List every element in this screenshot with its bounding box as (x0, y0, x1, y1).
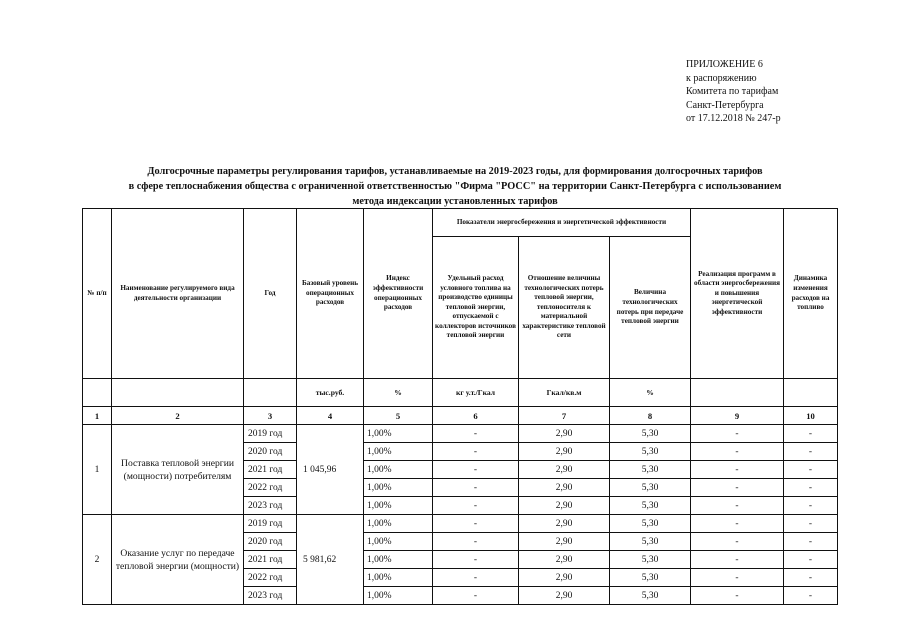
year-cell: 2023 год (244, 497, 297, 515)
year-cell: 2022 год (244, 569, 297, 587)
year-cell: 2020 год (244, 533, 297, 551)
unit-cell: кг у.т./Гкал (433, 379, 519, 407)
unit-cell: тыс.руб. (297, 379, 364, 407)
dynamics-cell: - (784, 587, 838, 605)
program-cell: - (691, 533, 784, 551)
column-number: 7 (519, 407, 610, 425)
losses-cell: 5,30 (610, 533, 691, 551)
program-cell: - (691, 515, 784, 533)
header-programs: Реализация программ в области энергосбережения и повышения энергетической эффективности (691, 209, 784, 379)
ratio-cell: 2,90 (519, 443, 610, 461)
ratio-cell: 2,90 (519, 551, 610, 569)
index-cell: 1,00% (364, 443, 433, 461)
year-cell: 2023 год (244, 587, 297, 605)
program-cell: - (691, 497, 784, 515)
dynamics-cell: - (784, 569, 838, 587)
dynamics-cell: - (784, 461, 838, 479)
ratio-cell: 2,90 (519, 461, 610, 479)
fuel-cell: - (433, 497, 519, 515)
row-number: 1 (83, 425, 112, 515)
appendix-line: ПРИЛОЖЕНИЕ 6 (686, 59, 763, 70)
appendix-line: к распоряжению (686, 72, 757, 84)
ratio-cell: 2,90 (519, 425, 610, 443)
losses-cell: 5,30 (610, 425, 691, 443)
header-activity: Наименование регулируемого вида деятельности организации (112, 209, 244, 379)
unit-cell: Гкал/кв.м (519, 379, 610, 407)
index-cell: 1,00% (364, 569, 433, 587)
losses-cell: 5,30 (610, 587, 691, 605)
losses-cell: 5,30 (610, 461, 691, 479)
losses-cell: 5,30 (610, 551, 691, 569)
header-energy-group: Показатели энергосбережения и энергетической эффективности (433, 209, 691, 237)
title-line: метода индексации установленных тарифов (352, 196, 558, 207)
program-cell: - (691, 425, 784, 443)
unit-cell: % (364, 379, 433, 407)
column-number: 9 (691, 407, 784, 425)
year-cell: 2022 год (244, 479, 297, 497)
program-cell: - (691, 461, 784, 479)
ratio-cell: 2,90 (519, 515, 610, 533)
parameters-table (82, 208, 838, 605)
index-cell: 1,00% (364, 497, 433, 515)
table-body (83, 425, 838, 605)
dynamics-cell: - (784, 497, 838, 515)
year-cell: 2020 год (244, 443, 297, 461)
index-cell: 1,00% (364, 479, 433, 497)
program-cell: - (691, 443, 784, 461)
index-cell: 1,00% (364, 425, 433, 443)
dynamics-cell: - (784, 443, 838, 461)
appendix-line: от 17.12.2018 № 247-р (686, 113, 781, 125)
losses-cell: 5,30 (610, 515, 691, 533)
table-header (83, 209, 838, 425)
header-num: № п/п (83, 209, 112, 379)
column-number: 8 (610, 407, 691, 425)
header-efficiency-index: Индекс эффективности операционных расходов (364, 209, 433, 379)
title-line: в сфере теплоснабжения общества с ограниченной ответственностью "Фирма "РОСС" на территории Санкт-Петербурга с использованием (128, 181, 782, 192)
index-cell: 1,00% (364, 461, 433, 479)
fuel-cell: - (433, 569, 519, 587)
row-number: 2 (83, 515, 112, 605)
header-base-level: Базовый уровень операционных расходов (297, 209, 364, 379)
index-cell: 1,00% (364, 515, 433, 533)
program-cell: - (691, 587, 784, 605)
ratio-cell: 2,90 (519, 587, 610, 605)
header-fuel-dynamics: Динамика изменения расходов на топливо (784, 209, 838, 379)
appendix-line: Санкт-Петербурга (686, 99, 764, 111)
fuel-cell: - (433, 425, 519, 443)
header-loss-ratio: Отношение величины технологических потерь тепловой энергии, теплоносителя к материальной характеристике тепловой сети (519, 237, 610, 379)
base-level-cell: 5 981,62 (297, 515, 364, 605)
fuel-cell: - (433, 533, 519, 551)
column-number: 1 (83, 407, 112, 425)
fuel-cell: - (433, 479, 519, 497)
year-cell: 2019 год (244, 425, 297, 443)
losses-cell: 5,30 (610, 569, 691, 587)
dynamics-cell: - (784, 479, 838, 497)
dynamics-cell: - (784, 533, 838, 551)
activity-name: Поставка тепловой энергии (мощности) потребителям (112, 425, 244, 515)
dynamics-cell: - (784, 425, 838, 443)
fuel-cell: - (433, 443, 519, 461)
appendix-line: Комитета по тарифам (686, 86, 779, 98)
title-line: Долгосрочные параметры регулирования тарифов, устанавливаемые на 2019-2023 годы, для формирования долгосрочных тарифов (147, 166, 763, 177)
document-title (60, 164, 850, 209)
year-cell: 2021 год (244, 551, 297, 569)
base-level-cell: 1 045,96 (297, 425, 364, 515)
column-number: 3 (244, 407, 297, 425)
ratio-cell: 2,90 (519, 497, 610, 515)
header-losses: Величина технологических потерь при передаче тепловой энергии (610, 237, 691, 379)
index-cell: 1,00% (364, 587, 433, 605)
index-cell: 1,00% (364, 551, 433, 569)
column-number: 2 (112, 407, 244, 425)
losses-cell: 5,30 (610, 479, 691, 497)
year-cell: 2021 год (244, 461, 297, 479)
header-year: Год (244, 209, 297, 379)
ratio-cell: 2,90 (519, 533, 610, 551)
unit-cell: % (610, 379, 691, 407)
column-number: 5 (364, 407, 433, 425)
appendix-block (686, 58, 896, 126)
year-cell: 2019 год (244, 515, 297, 533)
losses-cell: 5,30 (610, 497, 691, 515)
ratio-cell: 2,90 (519, 479, 610, 497)
column-number: 4 (297, 407, 364, 425)
program-cell: - (691, 569, 784, 587)
ratio-cell: 2,90 (519, 569, 610, 587)
program-cell: - (691, 479, 784, 497)
column-number: 10 (784, 407, 838, 425)
index-cell: 1,00% (364, 533, 433, 551)
header-fuel-rate: Удельный расход условного топлива на производство единицы тепловой энергии, отпускаемой с коллекторов источников тепловой энергии (433, 237, 519, 379)
dynamics-cell: - (784, 551, 838, 569)
column-number: 6 (433, 407, 519, 425)
fuel-cell: - (433, 461, 519, 479)
fuel-cell: - (433, 587, 519, 605)
program-cell: - (691, 551, 784, 569)
dynamics-cell: - (784, 515, 838, 533)
activity-name: Оказание услуг по передаче тепловой энергии (мощности) (112, 515, 244, 605)
losses-cell: 5,30 (610, 443, 691, 461)
fuel-cell: - (433, 515, 519, 533)
fuel-cell: - (433, 551, 519, 569)
